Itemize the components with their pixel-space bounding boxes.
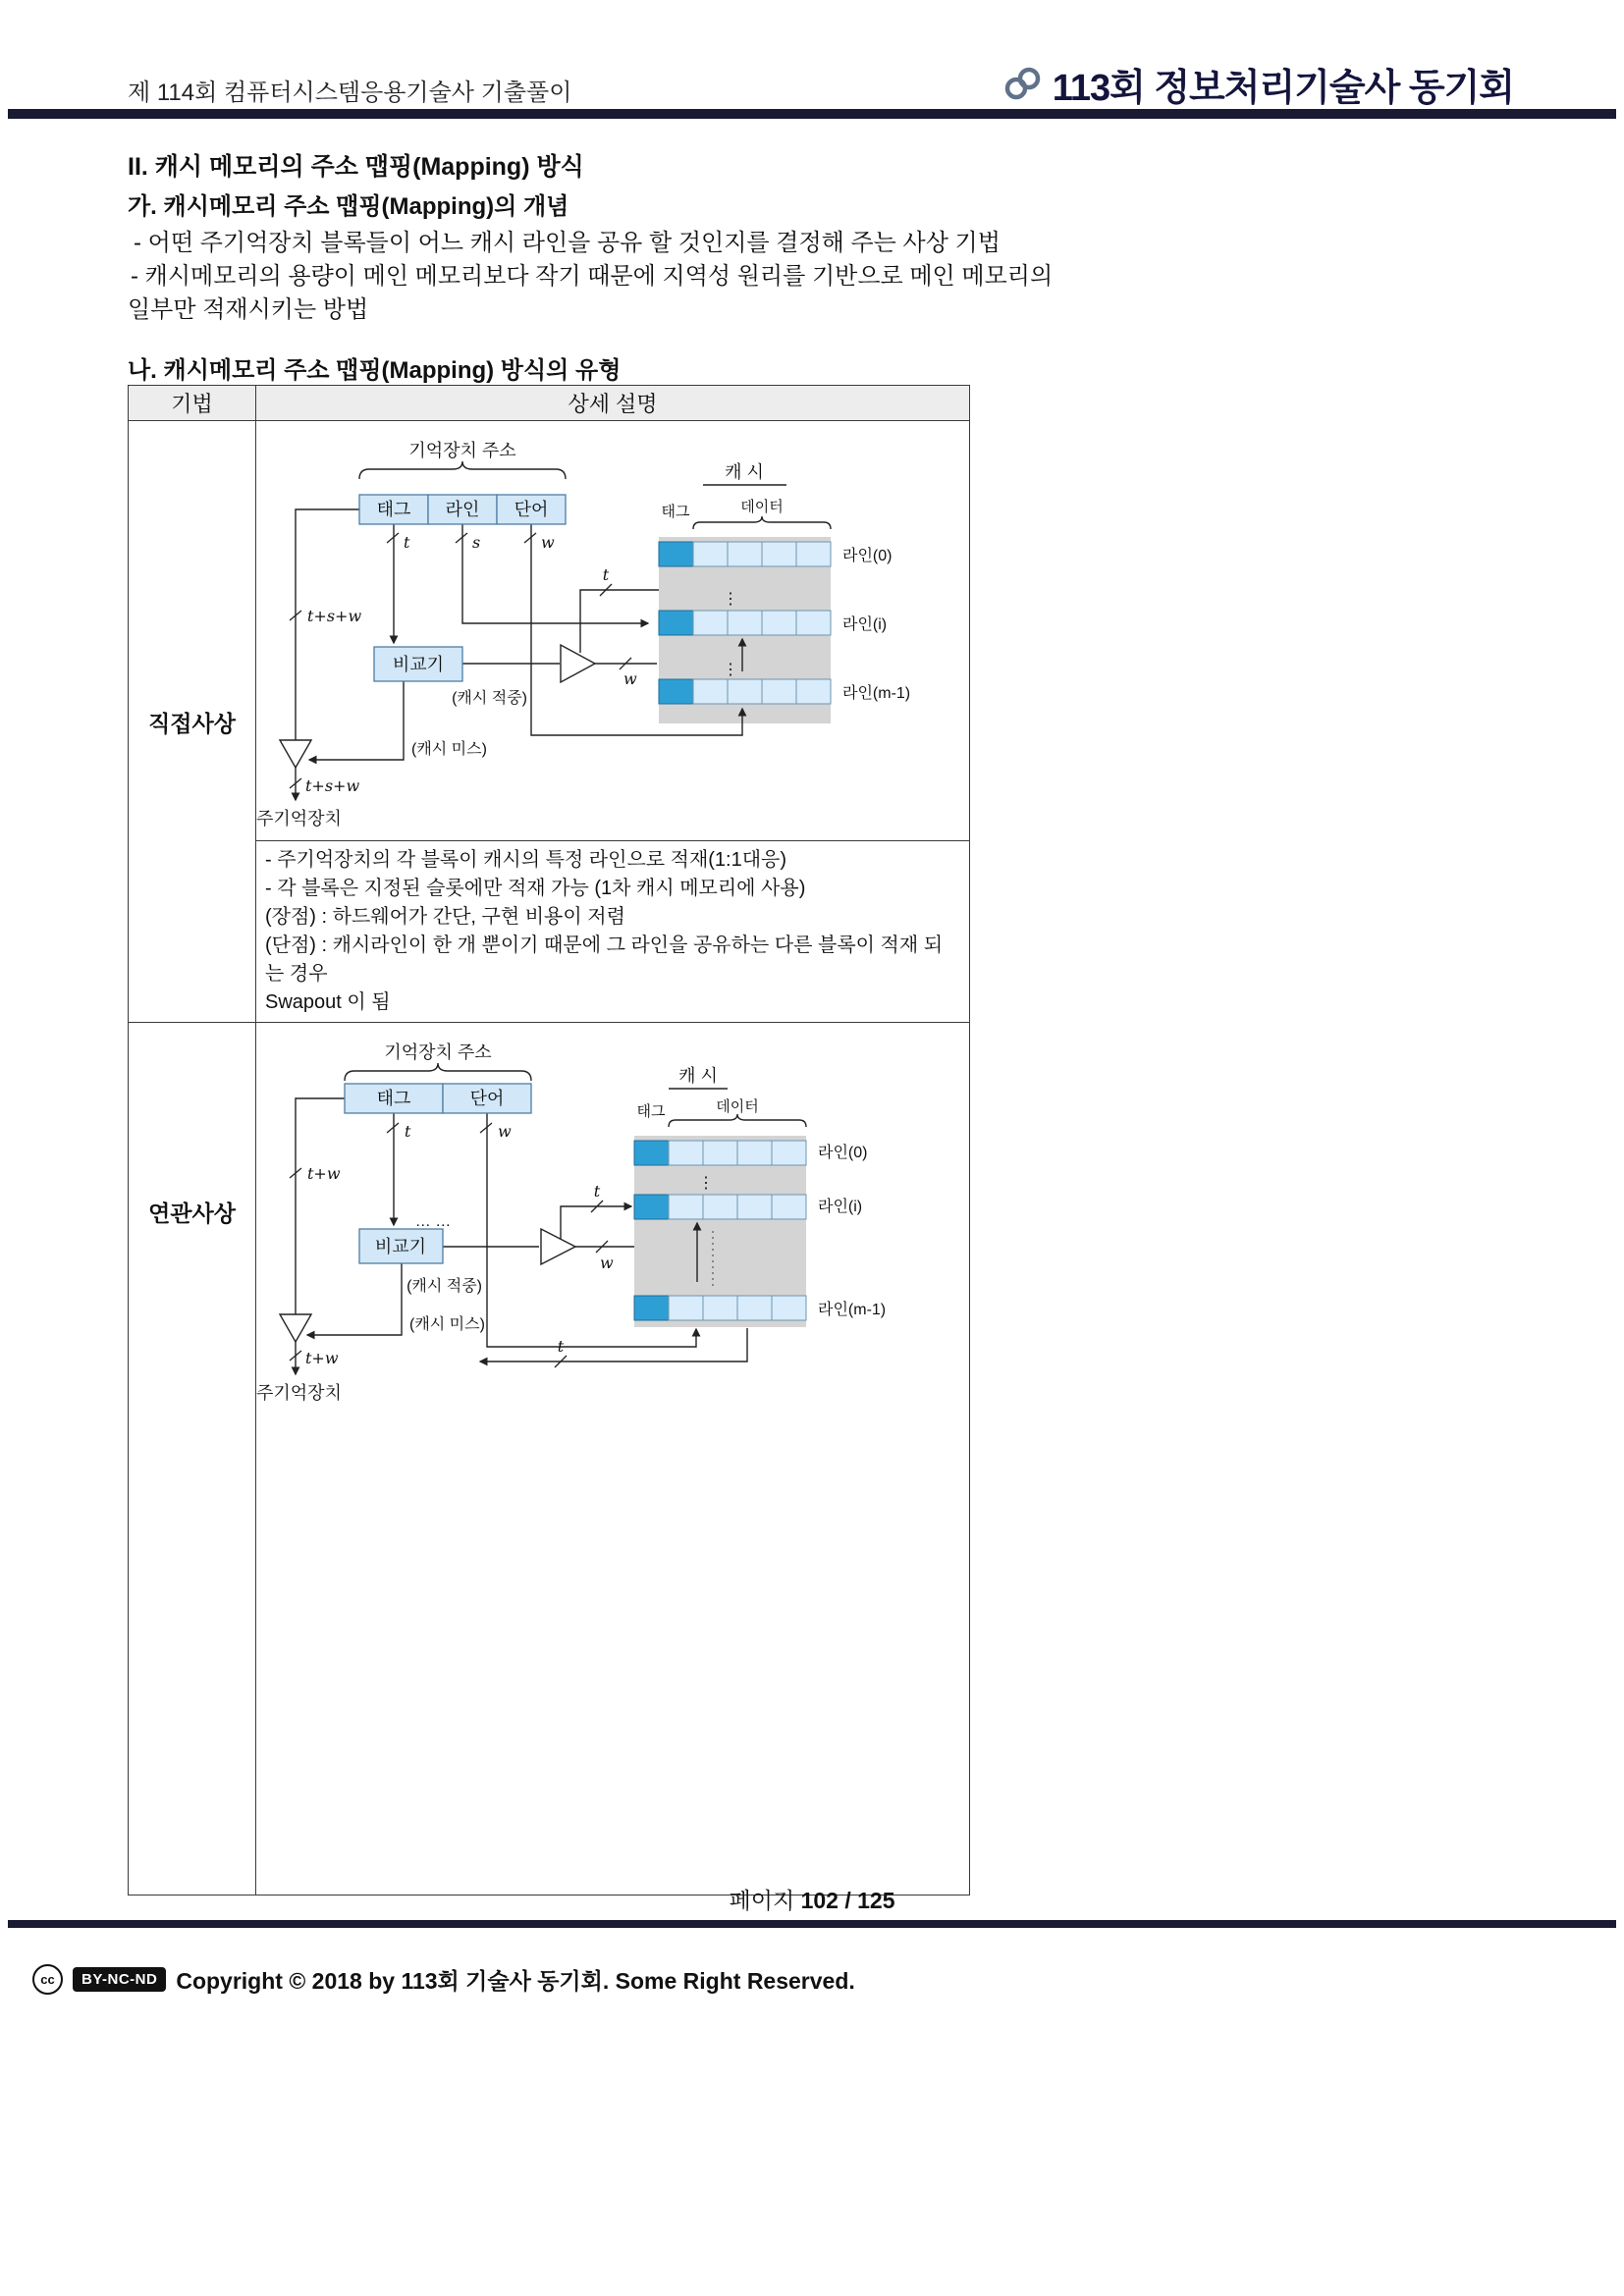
vertical-dots: ⋮ bbox=[723, 591, 738, 608]
copyright-row bbox=[32, 1963, 855, 1996]
line0-label: 라인(0) bbox=[842, 548, 893, 564]
line-m1-label: 라인(m-1) bbox=[842, 685, 911, 702]
mapping-table bbox=[128, 385, 970, 1896]
cache-line-i bbox=[659, 611, 831, 635]
method-direct-mapping: 직접사상 bbox=[129, 421, 256, 1023]
bit-t-bottom-label: t bbox=[557, 1337, 565, 1356]
hit-gate-triangle bbox=[561, 645, 595, 682]
comparator-label: 비교기 bbox=[392, 655, 445, 674]
page-label: 페이지 bbox=[729, 1888, 795, 1913]
associative-mapping-diagram bbox=[256, 1023, 968, 1895]
vertical-dots: ⋮ bbox=[698, 1175, 714, 1192]
hit-gate-triangle bbox=[541, 1229, 575, 1264]
bit-t-label: t bbox=[404, 533, 410, 552]
copyright-text: Copyright © 2018 by 113회 기술사 동기회. Some Right Reserved. bbox=[176, 1968, 855, 1994]
bit-w-select-label: w bbox=[600, 1254, 614, 1272]
chain-link-icon bbox=[1001, 67, 1045, 102]
main-memory-label: 주기억장치 bbox=[256, 1383, 342, 1403]
org-logo bbox=[1001, 57, 1514, 111]
cc-icon: cc bbox=[32, 1964, 63, 1995]
body-line: - 어떤 주기억장치 블록들이 어느 캐시 라인을 공유 할 것인지를 결정해 주는 사상 기법 bbox=[134, 230, 1001, 256]
bit-t-readout-label: t bbox=[593, 1182, 601, 1201]
word-field-label: 단어 bbox=[469, 1089, 505, 1108]
direct-mapping-diagram bbox=[256, 421, 968, 840]
direct-mapping-description bbox=[256, 841, 970, 1023]
cache-tag-label: 태그 bbox=[661, 504, 690, 520]
desc-line: - 주기억장치의 각 블록이 캐시의 특정 라인으로 적재(1:1대응) bbox=[265, 849, 787, 871]
cache-data-label: 데이터 bbox=[716, 1098, 759, 1115]
line-field-label: 라인 bbox=[445, 500, 480, 519]
document-title: 제 114회 컴퓨터시스템응용기술사 기출풀이 bbox=[128, 80, 572, 106]
line-i-label: 라인(i) bbox=[842, 616, 888, 633]
associative-mapping-diagram-cell bbox=[256, 1023, 970, 1896]
memory-funnel bbox=[280, 1314, 311, 1342]
body-line: 일부만 적재시키는 방법 bbox=[128, 296, 369, 323]
table-row bbox=[129, 1023, 970, 1896]
desc-line: (장점) : 하드웨어가 간단, 구현 비용이 저렴 bbox=[265, 906, 625, 928]
page-number bbox=[0, 1883, 1624, 1915]
memory-funnel bbox=[280, 740, 311, 768]
cache-line-0 bbox=[634, 1141, 806, 1165]
table-header-row bbox=[129, 386, 970, 421]
cache-line-m1 bbox=[634, 1296, 806, 1320]
bits-total-label: t+w bbox=[307, 1164, 341, 1183]
cache-hit-label: (캐시 적중) bbox=[406, 1278, 482, 1295]
memory-address-label: 기억장치 주소 bbox=[408, 441, 516, 460]
cache-hit-label: (캐시 적중) bbox=[452, 690, 527, 707]
cache-line-i bbox=[634, 1195, 806, 1219]
body-line: - 캐시메모리의 용량이 메인 메모리보다 작기 때문에 지역성 원리를 기반으로 메인 메모리의 bbox=[131, 263, 1054, 290]
cache-line-0 bbox=[659, 542, 831, 566]
tag-field-label: 태그 bbox=[376, 1089, 411, 1108]
table-header-detail: 상세 설명 bbox=[256, 386, 970, 421]
bit-t-readout-label: t bbox=[602, 565, 610, 584]
cache-miss-label: (캐시 미스) bbox=[411, 741, 487, 758]
cache-title-label: 캐 시 bbox=[678, 1066, 718, 1086]
bit-w-label: w bbox=[541, 533, 555, 552]
table-row bbox=[129, 421, 970, 841]
line-m1-label: 라인(m-1) bbox=[818, 1302, 887, 1318]
vertical-dots: ⋮ bbox=[723, 662, 738, 678]
header-divider bbox=[8, 109, 1616, 119]
subsection-b-title: 나. 캐시메모리 주소 맵핑(Mapping) 방식의 유형 bbox=[128, 357, 622, 384]
table-header-method: 기법 bbox=[129, 386, 256, 421]
bits-total-bottom-label: t+w bbox=[305, 1349, 339, 1367]
bit-t-label: t bbox=[405, 1122, 411, 1141]
main-memory-label: 주기억장치 bbox=[256, 809, 342, 828]
line0-label: 라인(0) bbox=[818, 1145, 868, 1161]
cache-tag-label: 태그 bbox=[636, 1103, 666, 1120]
direct-mapping-diagram-cell bbox=[256, 421, 970, 841]
cache-line-m1 bbox=[659, 679, 831, 704]
word-field-label: 단어 bbox=[514, 500, 549, 519]
cc-license-badge: BY-NC-ND bbox=[73, 1967, 166, 1992]
compare-all-dots: … … bbox=[414, 1213, 452, 1230]
desc-line: (단점) : 캐시라인이 한 개 뿐이기 때문에 그 라인을 공유하는 다른 블록이 적재 되는 경우 bbox=[265, 934, 944, 985]
desc-line: Swapout 이 됨 bbox=[265, 991, 391, 1013]
cache-miss-label: (캐시 미스) bbox=[409, 1316, 485, 1333]
bit-s-label: s bbox=[472, 533, 481, 552]
cache-data-label: 데이터 bbox=[740, 499, 784, 515]
tag-field-label: 태그 bbox=[376, 500, 411, 519]
bit-w-label: w bbox=[498, 1122, 512, 1141]
cache-title-label: 캐 시 bbox=[725, 462, 764, 482]
org-title: 113회 정보처리기술사 동기회 bbox=[1052, 68, 1514, 109]
bits-total-label: t+s+w bbox=[307, 607, 362, 625]
line-i-label: 라인(i) bbox=[818, 1199, 863, 1215]
method-associative-mapping: 연관사상 bbox=[129, 1023, 256, 1896]
footer-divider bbox=[8, 1920, 1616, 1928]
desc-line: - 각 블록은 지정된 슬롯에만 적재 가능 (1차 캐시 메모리에 사용) bbox=[265, 878, 806, 899]
comparator-label: 비교기 bbox=[374, 1237, 427, 1256]
bit-w-select-label: w bbox=[623, 669, 637, 688]
memory-address-label: 기억장치 주소 bbox=[384, 1042, 492, 1062]
bits-total-bottom-label: t+s+w bbox=[305, 776, 360, 795]
page-value: 102 / 125 bbox=[800, 1888, 895, 1913]
subsection-a-title: 가. 캐시메모리 주소 맵핑(Mapping)의 개념 bbox=[128, 193, 569, 220]
section-title: II. 캐시 메모리의 주소 맵핑(Mapping) 방식 bbox=[128, 153, 584, 181]
